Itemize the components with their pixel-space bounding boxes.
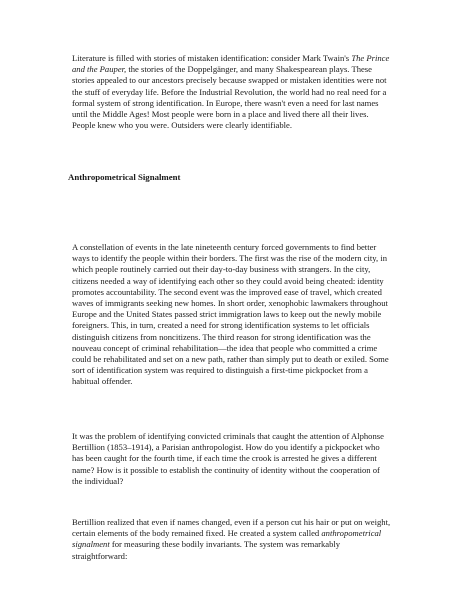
paragraph-1-text-b: the stories of the Doppelgänger, and many Shakespearean plays. These stories appealed to our ancestors precisely because swapped or mistaken identities were not the stuff of everyday life. Before the Industrial Revolution, the world had no real need for a formal system of strong identification. In Europe, there wasn't even a need for last names until the Middle Ages! Most people were born in a place and lived there all their lives. People knew who you were. Outsiders were clearly identifiable.: [72, 64, 387, 131]
paragraph-constellation-of-events: A constellation of events in the late nineteenth century forced governments to find better ways to identify the people within their borders. The first was the rise of the modern city, in which people routinely carried out their day-to-day business with strangers. In the city, citizens needed a way of identifying each other so they could avoid being cheated: identity promotes accountability. The second event was the improved ease of travel, which created waves of immigrants seeking new homes. In short order, xenophobic lawmakers throughout Europe and the United States passed strict immigration laws to keep out the newly mobile foreigners. This, in turn, created a need for strong identification systems to let officials distinguish citizens from noncitizens. The third reason for strong identification was the nouveau concept of criminal rehabilitation—the idea that people who committed a crime could be rehabilitated and set on a new path, rather than simply put to death or exiled. Some sort of identification system was required to distinguish a first-time pickpocket from a habitual offender.: [72, 242, 389, 387]
paragraph-1-text-a: Literature is filled with stories of mistaken identification: consider Mark Twain's: [72, 53, 352, 63]
book-title-italic: The Prince and the Pauper,: [72, 53, 390, 75]
paragraph-mistaken-identification: [72, 53, 392, 131]
section-heading: Anthropometrical Signalment: [68, 172, 181, 182]
paragraph-bertillion-problem: It was the problem of identifying convicted criminals that caught the attention of Alphonse Bertillion (1853–1914), a Parisian anthropologist. How do you identify a pickpocket who has been caught for the fourth time, if each time the crook is arrested he gives a different name? How is it possible to establish the continuity of identity without the cooperation of the individual?: [72, 431, 384, 486]
paragraph-4-text-a: Bertillion realized that even if names changed, even if a person cut his hair or put on weight, certain elements of the body remained fixed. He created a system called: [72, 517, 391, 539]
term-italic: anthropometrical signalment: [72, 528, 382, 550]
paragraph-bertillion-system: [72, 517, 392, 562]
paragraph-4-text-b: for measuring these bodily invariants. The system was remarkably straightforward:: [72, 539, 341, 561]
